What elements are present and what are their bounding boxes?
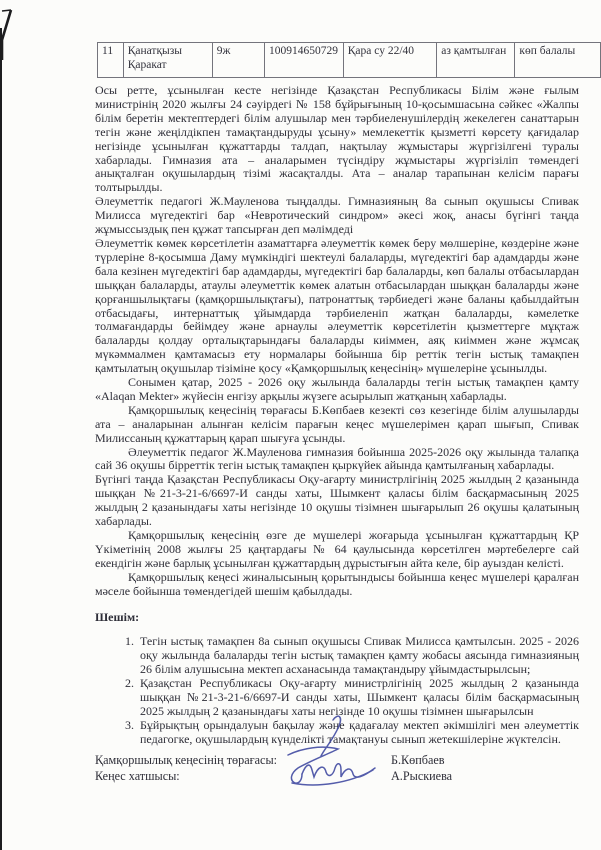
scan-corner-fold (0, 0, 20, 60)
chair-name: Б.Көпбаев (391, 753, 445, 767)
paragraph-social-pedagogue: Әлеуметтік педагогі Ж.Мауленова тыңдалды. Гимназияның 8а сынып оқушысы Спивак Милисса мүгедектігі бар «Невротический синдром» әкесі жоқ, анасы бүгінгі таңда жұмыссыздық пен құжат тапсырған деп мәлімдеді (95, 194, 579, 237)
decision-heading: Шешім: (95, 609, 140, 624)
document-body (95, 84, 579, 747)
cell-address: Қара су 22/40 (343, 43, 437, 78)
cell-status: аз қамтылған (437, 43, 515, 78)
secretary-label: Кеңес хатшысы: (95, 768, 180, 783)
cell-grade: 9ж (212, 43, 264, 78)
cell-student-name: Қанатқызы Қаракат (123, 43, 212, 78)
cell-iin: 100914650729 (264, 43, 343, 78)
decision-item-1: 1. Тегін ыстық тамақпен 8а сынып оқушысы Спивак Милисса қамтылсын. 2025 - 2026 оқу жылында балаларды тегін ыстық тамақпен қамту жобасы аясында гимназияның 26 білім алушысына мектеп асханасында тамақтандыру ұйымдастырылсын; (137, 635, 579, 677)
paragraph-members-agree: Қамқоршылық кеңесінің өзге де мүшелері жоғарыда ұсынылған құжаттардың ҚР Үкіметінің 2008 жылғы 25 қаңтардағы № 64 қаулысында көрсетілген мәртебелерге сай екендігін және барлық ұсынылған құжаттардың дұрыстығын айта келе, бір ауыздан келісті. (95, 528, 579, 570)
decision-item-3: 3. Бұйрықтың орындалуын бақылау және қадағалау мектеп әкімшілігі мен әлеуметтік педагогке, оқушылардың күнделікті тамақтануы сынып жетекшілеріне жүктелсін. (137, 719, 579, 747)
paragraph-ministry-letter: Бүгінгі таңда Қазақстан Республикасы Оқу-ағарту министрлігінің 2025 жылдың 2 қазанында шыққан №21-3-21-6/6697-И санды хаты, Шымкент қаласы білім басқармасының 2025 жылдың 2 қазанындағы хаты негізінде 10 оқушы тізімнен шығарылып 26 оқушы қалатының хабарлады. (95, 472, 579, 529)
secretary-name: А.Рыскиева (391, 768, 453, 783)
cell-category: көп балалы (515, 43, 601, 78)
cell-row-number: 11 (98, 43, 124, 78)
paragraph-intro: Осы ретте, ұсынылған кесте негізінде Қазақстан Республикасы Білім және ғылым министрінің 2020 жылғы 24 сәуірдегі № 158 бұйрығының 10-қосымшасына сәйкес «Жалпы білім беретін мектептердегі білім алушылар мен тәрбиеленушілердің жекелеген санаттарын тегін және жеңілдікпен тамақтандыруды ұсыну» мемлекеттік қызметті көрсету қағидалар негізінде ұсынылған құжаттарды талдап, нақтылау жұмыстары жүргізілгені туралы хабарлады. Гимназия ата – аналарымен түсіндіру жұмыстары жүргізіліп төмендегі анықталған оқушылардың тізімі жасақталды. Ата – аналар тарапынан келісім парағы толтырылды. (95, 83, 579, 195)
student-table (97, 42, 601, 78)
paragraph-social-aid-categories: Әлеуметтік көмек көрсетілетін азаматтарға әлеуметтік көмек беру мөлшеріне, көздеріне және түрлеріне 8-қосымша Даму мүмкіндігі шектеулі балаларды, мүгедектігі бар адамдарды және бала кезінен мүгедектігі бар адамдарды, мүгедектігі бар балаларды, көп балалы отбасылардан шыққан балаларды, атаулы әлеуметтік көмек алатын отбасылардан шыққан балаларды және қорғаншылықтағы (қамқоршылықтағы), патронаттық тәрбиедегі және баланы қабылдайтын отбасыдағы, интернаттық ұйымдарда тәрбиеленіп жатқан балаларды, кәмелетке толмағандарды бейімдеу және арнаулы әлеуметтік көрсетілетін қызметтерге мұқтаж балаларды қолдау орталықтарындағы балаларды киіммен, аяқ киіммен және жұмсақ мүкәммалмен қамтамасыз ету нормалары бойынша бір реттік тегін ыстық тамақпен қамтылатың оқушылар тізіміне қосу «Қамқоршылық кеңесінің» мүшелеріне ұсынылды. (95, 235, 579, 376)
chair-label: Қамқоршылық кеңесінің төрағасы: (95, 753, 278, 767)
handwritten-signature (278, 710, 393, 795)
paragraph-chairman-review: Қамқоршылық кеңесінің төрағасы Б.Көпбаев кезекті сөз кезегінде білім алушыларды ата – аналарынан алынған келісім парағын кеңес мүшелерімен қарап шығып, Спивак Милиссаның құжаттарың қарап шығуға ұсынды. (95, 402, 579, 445)
table-row (98, 43, 601, 78)
paragraph-alaqan-mekter: Сонымен қатар, 2025 - 2026 оқу жылында балаларды тегін ыстық тамақпен қамту «Alaqan Mekter» жүйесін енгізу арқылы жүзеге асырылып жатқаның хабарлады. (95, 375, 579, 403)
paragraph-conclusion: Қамқоршылық кеңесі жиналысының қорытындысы бойынша кеңес мүшелері қаралған мәселе бойынша төмендегідей шешім қабылдады. (95, 569, 579, 598)
scan-left-edge (0, 28, 2, 850)
decision-item-2: 2. Қазақстан Республикасы Оқу-ағарту министрлігінің 2025 жылдың 2 қазанында шыққан №21-3-21-6/6697-И санды хаты, Шымкент қаласы білім басқармасының 2025 жылдың 2 қазанындағы хаты негізінде 10 оқушы тізімнен шығарылсын (137, 677, 579, 719)
paragraph-36-students: Әлеуметтік педагог Ж.Мауленова гимназия бойынша 2025-2026 оқу жылында талапқа сай 36 оқушы бірреттік тегін ыстық тамақпен қыркүйек айында қамтылғаның хабарлады. (95, 444, 579, 473)
